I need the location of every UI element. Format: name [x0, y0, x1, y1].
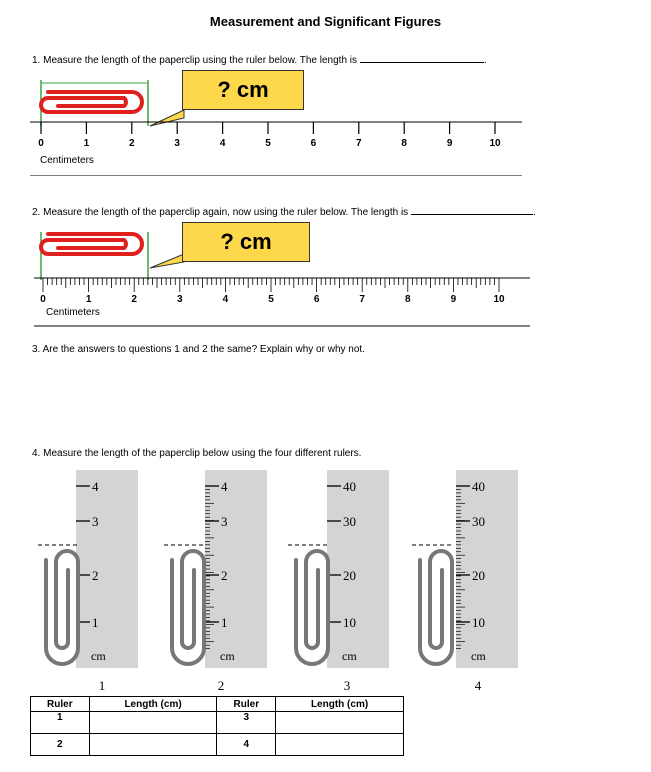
ruler-number: 4: [219, 138, 226, 149]
ruler-label: 1: [92, 615, 99, 630]
ruler-number: 3: [177, 294, 183, 305]
ruler-caption: 1: [98, 678, 106, 693]
vertical-ruler-3: [288, 470, 389, 693]
callout-box-1: ? cm: [182, 70, 304, 110]
ruler-unit: cm: [342, 649, 357, 663]
answer-cell[interactable]: [276, 712, 404, 734]
ruler-label: 3: [92, 514, 99, 529]
ruler-label: 4: [221, 479, 228, 494]
ruler-label: 2: [221, 568, 228, 583]
vertical-ruler-2: [164, 470, 267, 693]
question-2: [32, 204, 536, 218]
ruler-label: 4: [92, 479, 99, 494]
ruler-number: 8: [405, 294, 411, 305]
answer-cell[interactable]: [89, 734, 217, 756]
table-header: Length (cm): [276, 697, 404, 712]
ruler-number: 0: [38, 138, 44, 149]
ruler-label: 30: [343, 514, 356, 529]
question-2-end: .: [532, 207, 536, 218]
ruler-label: 20: [343, 568, 356, 583]
ruler-number: 10: [489, 138, 501, 149]
paperclip-icon: [172, 551, 204, 664]
ruler-number: 3: [174, 138, 180, 149]
answer-blank-1[interactable]: [360, 52, 484, 63]
answer-cell[interactable]: [276, 734, 404, 756]
ruler-label: 40: [343, 479, 356, 494]
table-row: [31, 734, 404, 756]
ruler-label: 10: [343, 615, 356, 630]
table-header: Ruler: [217, 697, 276, 712]
ruler-number: 4: [222, 294, 229, 305]
question-2-text: 2. Measure the length of the paperclip again, now using the ruler below. The length is: [32, 207, 409, 218]
ruler-unit: cm: [471, 649, 486, 663]
question-1-end: .: [483, 55, 487, 66]
question-3: 3. Are the answers to questions 1 and 2 the same? Explain why or why not.: [32, 344, 365, 355]
ruler-unit: cm: [220, 649, 235, 663]
vertical-ruler-4: [412, 470, 518, 693]
ruler-number: 9: [446, 138, 453, 149]
paperclip-icon: [420, 551, 452, 664]
ruler-1-unit: Centimeters: [40, 155, 94, 166]
callout-box-2: ? cm: [182, 222, 310, 262]
ruler-unit: cm: [91, 649, 106, 663]
table-cell: 3: [217, 712, 276, 734]
ruler-caption: 3: [343, 678, 351, 693]
ruler-number: 5: [265, 138, 271, 149]
ruler-number: 1: [85, 294, 92, 305]
ruler-2: [34, 278, 530, 326]
ruler-number: 10: [493, 294, 505, 305]
table-cell: 4: [217, 734, 276, 756]
page-title: Measurement and Significant Figures: [209, 14, 442, 29]
question-4: 4. Measure the length of the paperclip below using the four different rulers.: [32, 448, 362, 459]
table-header-row: [31, 697, 404, 712]
ruler-number: 7: [359, 294, 365, 305]
ruler-number: 7: [356, 138, 362, 149]
ruler-caption: 4: [474, 678, 482, 693]
ruler-body: [327, 470, 389, 668]
ruler-1-figure: [0, 66, 651, 176]
ruler-number: 6: [313, 294, 320, 305]
ruler-number: 2: [129, 138, 135, 149]
ruler-label: 3: [221, 514, 228, 529]
ruler-number: 0: [40, 294, 46, 305]
ruler-number: 6: [310, 138, 317, 149]
ruler-number: 1: [83, 138, 90, 149]
table-cell: 2: [31, 734, 90, 756]
vertical-ruler-1: [38, 470, 138, 693]
ruler-label: 2: [92, 568, 99, 583]
ruler-body: [456, 470, 518, 668]
answer-blank-2[interactable]: [411, 204, 533, 215]
paperclip-icon: [41, 92, 142, 112]
paperclip-icon: [46, 551, 78, 664]
ruler-label: 40: [472, 479, 485, 494]
paperclip-icon: [296, 551, 328, 664]
ruler-2-unit: Centimeters: [46, 307, 100, 318]
table-header: Length (cm): [89, 697, 217, 712]
ruler-label: 20: [472, 568, 485, 583]
ruler-label: 30: [472, 514, 485, 529]
table-row: [31, 712, 404, 734]
ruler-body: [76, 470, 138, 668]
table-header: Ruler: [31, 697, 90, 712]
question-1-text: 1. Measure the length of the paperclip using the ruler below. The length is: [32, 55, 358, 66]
vertical-rulers-figure: [0, 470, 651, 700]
answer-table: [30, 696, 404, 756]
ruler-body: [205, 470, 267, 668]
callout-pointer: [150, 254, 184, 268]
ruler-caption: 2: [217, 678, 225, 693]
ruler-number: 8: [401, 138, 407, 149]
ruler-number: 9: [450, 294, 457, 305]
paperclip-icon: [41, 234, 142, 254]
answer-cell[interactable]: [89, 712, 217, 734]
ruler-label: 1: [221, 615, 228, 630]
ruler-number: 2: [131, 294, 137, 305]
question-1: [32, 52, 487, 66]
table-cell: 1: [31, 712, 90, 734]
callout-pointer: [150, 110, 184, 126]
ruler-label: 10: [472, 615, 485, 630]
ruler-number: 5: [268, 294, 274, 305]
ruler-1: [30, 122, 522, 176]
